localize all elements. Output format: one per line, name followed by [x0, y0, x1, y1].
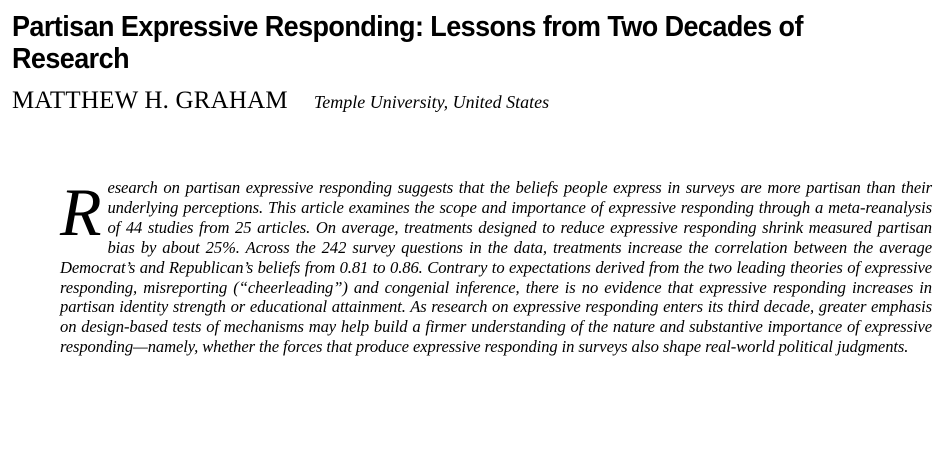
author-line	[12, 87, 549, 115]
abstract	[60, 174, 932, 357]
abstract-drop-cap: R	[60, 174, 102, 250]
author-affiliation: Temple University, United States	[313, 92, 550, 112]
abstract-text: esearch on partisan expressive responding suggests that the beliefs people express in surveys are more partisan than their underlying perceptions. This article examines the scope and importance of expressive responding through a meta-reanalysis of 44 studies from 25 articles. On average, treatments designed to reduce expressive responding shrink measured partisan bias by about 25%. Across the 242 survey questions in the data, treatments increase the correlation between the average Democrat’s and Republican’s beliefs from 0.81 to 0.86. Contrary to expectations derived from the two leading theories of expressive responding, misreporting (“cheerleading”) and congenial inference, there is no evidence that expressive responding increases in partisan identity strength or educational attainment. As research on expressive responding enters its third decade, greater emphasis on design-based tests of mechanisms may help build a firmer understanding of the nature and substantive importance of expressive responding—namely, whether the forces that produce expressive responding in surveys also shape real-world political judgments.	[60, 178, 932, 357]
article-title: Partisan Expressive Responding: Lessons from Two Decades of Research	[12, 11, 803, 75]
author-name: MATTHEW H. GRAHAM	[12, 87, 288, 114]
